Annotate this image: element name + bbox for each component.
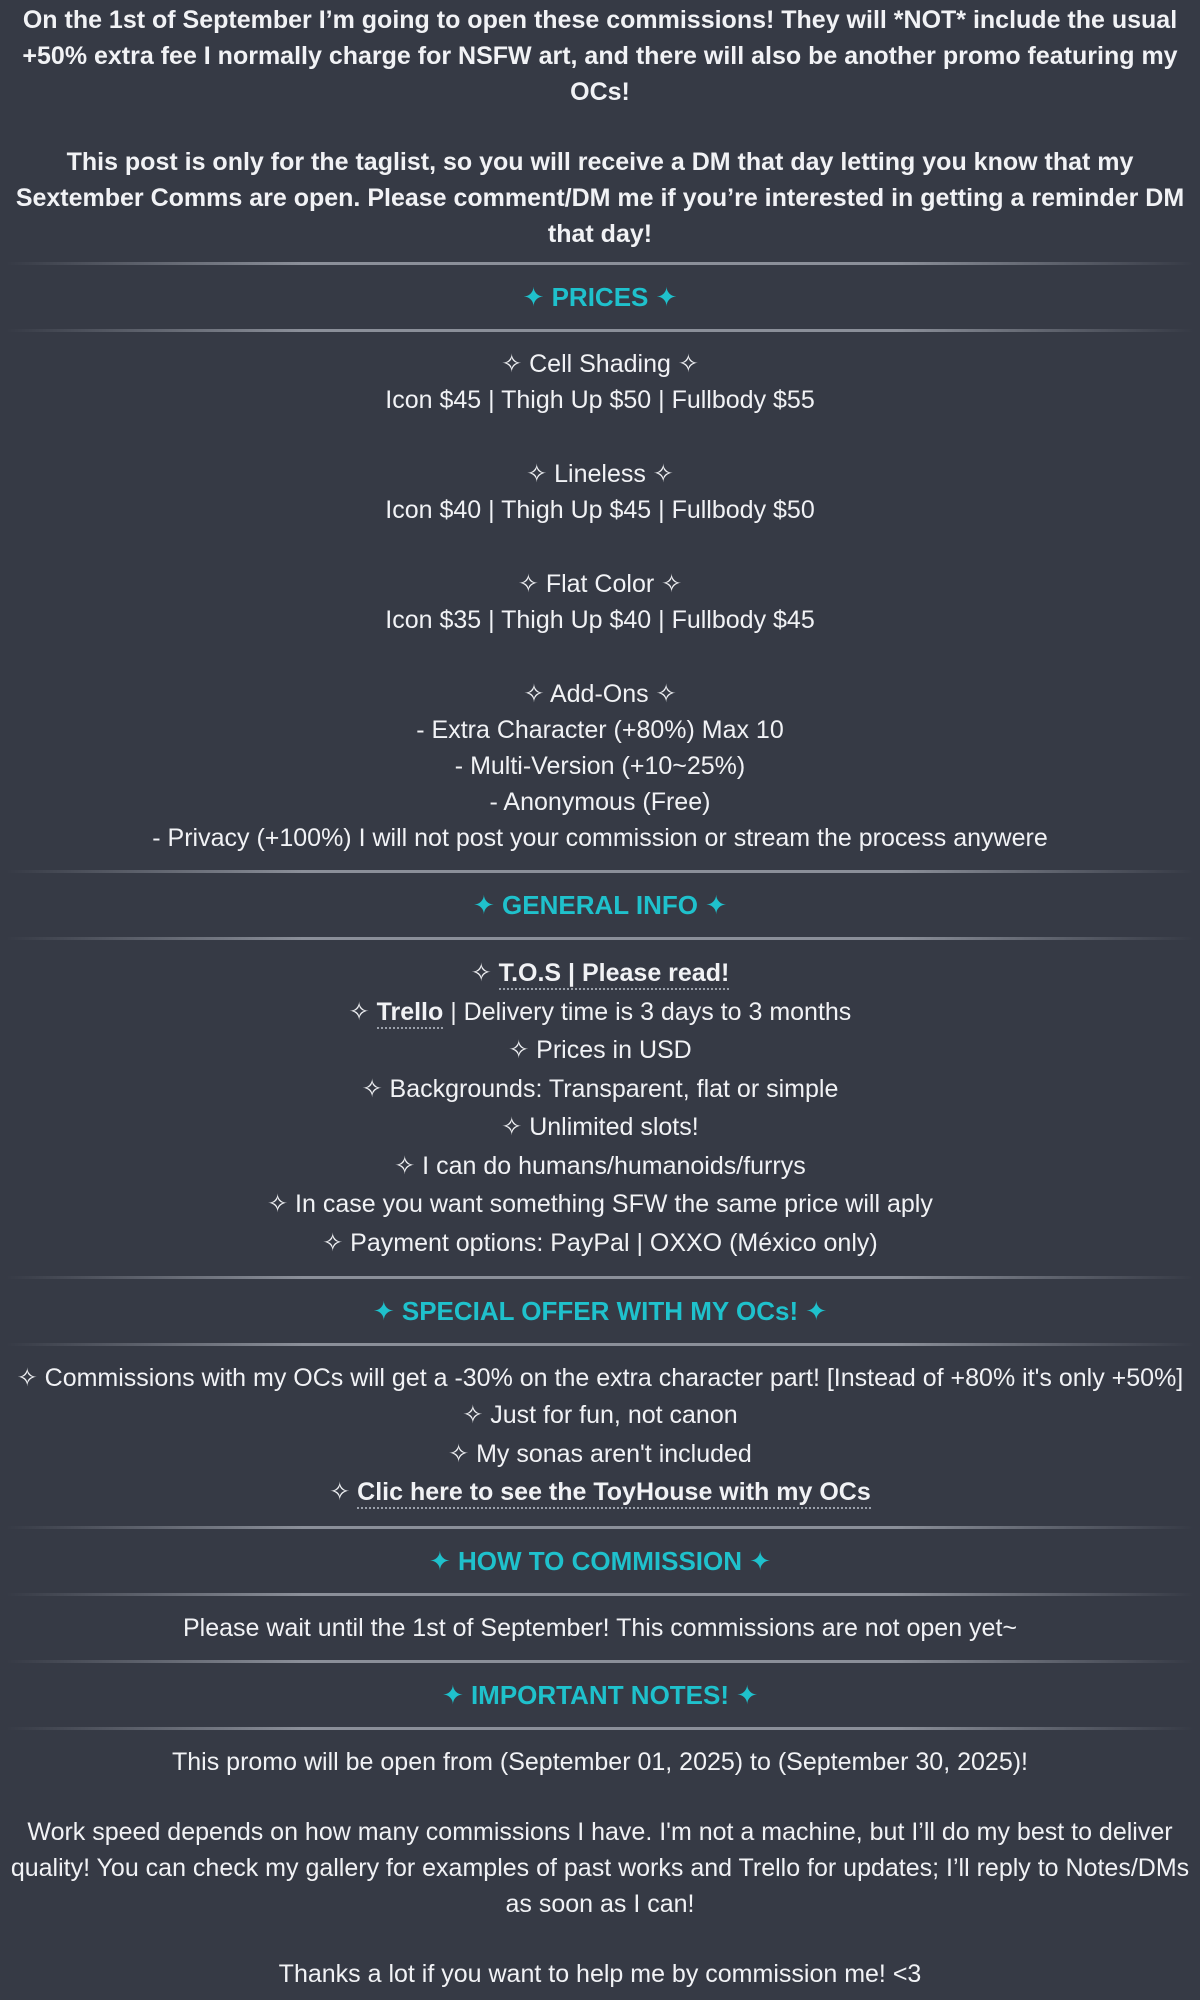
offer-item: ✧ Commissions with my OCs will get a -30% on the extra character part! [Instead of +80% it's only +50%]: [16, 1364, 1184, 1392]
sparkle-icon: ✧: [348, 997, 377, 1026]
toyhouse-line: [6, 1473, 1194, 1512]
work-speed-text: Work speed depends on how many commissions I have. I'm not a machine, but I’ll do my best to deliver quality! You can check my gallery for examples of past works and Trello for updates; I’ll reply to Notes/DMs as soon as I can!: [10, 1817, 1190, 1918]
addon-item: - Privacy (+100%) I will not post your commission or stream the process anywere: [152, 824, 1048, 852]
prices-heading: ✦ PRICES ✦: [522, 282, 678, 312]
lineless-title: ✧ Lineless ✧: [526, 460, 674, 488]
divider: [6, 1526, 1194, 1529]
divider: [6, 329, 1194, 332]
sparkle-icon: ✧: [470, 959, 499, 987]
delivery-time-text: | Delivery time is 3 days to 3 months: [443, 997, 852, 1026]
divider: [6, 1593, 1194, 1596]
addons-title: ✧ Add-Ons ✧: [523, 680, 677, 708]
divider: [6, 1276, 1194, 1279]
info-item: ✧ Backgrounds: Transparent, flat or simple: [361, 1074, 839, 1103]
general-info-section: [6, 950, 1194, 1266]
how-to-text: Please wait until the 1st of September! This commissions are not open yet~: [183, 1613, 1017, 1642]
intro-paragraph-1: On the 1st of September I’m going to open these commissions! They will *NOT* include the usual +50% extra fee I normally charge for NSFW art, and there will also be another promo featuring my OCs!: [22, 6, 1178, 106]
info-item: ✧ I can do humans/humanoids/furrys: [394, 1151, 806, 1180]
tos-link[interactable]: T.O.S | Please read!: [499, 959, 730, 990]
cell-shading-title: ✧ Cell Shading ✧: [501, 350, 699, 378]
flat-color-title: ✧ Flat Color ✧: [517, 570, 683, 598]
divider: [6, 937, 1194, 940]
divider: [6, 870, 1194, 873]
how-to-commission-heading: ✦ HOW TO COMMISSION ✦: [428, 1545, 772, 1576]
cell-shading-prices: Icon $45 | Thigh Up $50 | Fullbody $55: [385, 386, 815, 414]
trello-line: [6, 993, 1194, 1032]
prices-section: [6, 342, 1194, 860]
info-item: ✧ In case you want something SFW the same price will aply: [267, 1190, 933, 1218]
divider: [6, 1660, 1194, 1663]
divider: [6, 262, 1194, 265]
addon-item: - Extra Character (+80%) Max 10: [416, 716, 784, 744]
divider: [6, 1343, 1194, 1346]
promo-dates-text: This promo will be open from (September 01, 2025) to (September 30, 2025)!: [172, 1747, 1028, 1776]
intro: [6, 0, 1194, 252]
sparkle-icon: ✧: [329, 1478, 358, 1506]
offer-item: ✧ My sonas aren't included: [448, 1439, 752, 1468]
special-offer-section: [6, 1356, 1194, 1516]
intro-paragraph-2: This post is only for the taglist, so you will receive a DM that day letting you know that my Sextember Comms are open. Please comment/DM me if you’re interested in getting a reminder DM that day!: [15, 148, 1185, 248]
lineless-prices: Icon $40 | Thigh Up $45 | Fullbody $50: [385, 496, 815, 524]
flat-color-prices: Icon $35 | Thigh Up $40 | Fullbody $45: [385, 606, 815, 634]
how-to-commission-section: [6, 1606, 1194, 1650]
special-offer-heading: ✦ SPECIAL OFFER WITH MY OCs! ✦: [372, 1296, 828, 1326]
general-info-heading: ✦ GENERAL INFO ✦: [473, 890, 727, 920]
info-item: ✧ Unlimited slots!: [501, 1113, 699, 1141]
addon-item: - Multi-Version (+10~25%): [454, 752, 746, 780]
info-item: ✧ Prices in USD: [508, 1036, 692, 1064]
important-notes-heading: ✦ IMPORTANT NOTES! ✦: [441, 1679, 759, 1710]
thanks-text: Thanks a lot if you want to help me by commission me! <3: [278, 1959, 922, 1988]
trello-link[interactable]: Trello: [377, 998, 444, 1029]
info-item: ✧ Payment options: PayPal | OXXO (México only): [322, 1228, 878, 1257]
tos-line: [6, 954, 1194, 993]
important-notes-section: [6, 1740, 1194, 1996]
addon-item: - Anonymous (Free): [489, 788, 711, 816]
offer-item: ✧ Just for fun, not canon: [462, 1401, 738, 1429]
toyhouse-link[interactable]: Clic here to see the ToyHouse with my OCs: [357, 1478, 871, 1509]
divider: [6, 1727, 1194, 1730]
